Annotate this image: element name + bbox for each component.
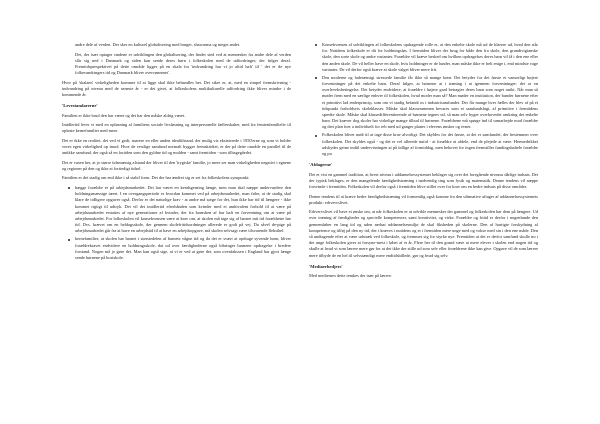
section-heading: 'Afdagerne' — [309, 162, 333, 168]
paragraph: andre dele af verden. Der sker en kulturel globalisering med burger, shawarma og meget andet. — [75, 42, 241, 47]
paragraph: Imidlertid lever vi med en opløsning af familiens sociale livsløsning og interpersonelle fællesskaber, med fra femtenfamilieliv til opløste kernefamilier med mere. — [62, 122, 291, 134]
paragraph: Det, der især optager sindene er udviklingen den globalisering, der finder sted ved at mennesker fra andre dele af verden slår sig ned i Danmark og siden kan sende deres børn i folkeskolen med de udfordringer, der følger deraf. Fremtidsperspektivet på dette område ligger på en skala fra 'indvandring har vi jo altid haft' til ' det er de nye folkevandringers tid og Danmark bliver overvønnmet'. — [75, 51, 291, 76]
list-item: bægge forældre er på arbejdsmarkedet. Det har været en kendsgerning længe, men man skal næppe undervurdere den holdningsmæssige tæert. I en overgangsperiode er hvordan kommet ved på arbejdsmarkedet, man føler, at de stadig skal klare de tidligere opgaver også. Derfor er det naturlige krav - at andre må sørge for det, hun ikke har tid til længere - ikke kommet rigtigt til udtryk. Det vil det imidlertid efterhånden som kvinder med et ambivalent forhold til at være på arbejdsmarkedet erstattes af nye generationer af kvinder, der fra barnsben af har haft en forventning om at være på arbejdsmarkedet. For folkeskolen vil konsekvensen være at krav om, at skolen må tage sig af barnet mit tid forældrene har tid. Dvs. krævet om en heldagsskole, der gennem skolefritidsordninger allerede er godt på vej. Da såvel de-pige på arbejdsmarkedet går fra at have en arbejdstid til at have en arbejdsopgave, må skolen selvsagt være tilsvarende fleksibel. — [75, 184, 291, 234]
list-item: kernefamilier, at skolen har barnet i størstedelen af barnets vågne tid og da det er svært at opdrage syvende børn, bliver forældrekravet endvidere en holdningsskole, dat ud over færdighederne også bibringer børnene opdragelse i bredere forstand. Nogen må jo gøre det. Man kan også sige, at vi er ved at gøre det, som ovenfakssen i England har gjort længe sende børnene på kostskole. — [75, 236, 291, 260]
paragraph: Erhvervslivet vil have et ønske om, at når folkeskolen er at udvikle mennesker der gammel og folkeskolen har dem på længere. Ud over træning af færdigheder og specielle kompetencer, samt kreativitet, og virke. Forældre og fritid er derfor i nogenlunde den gennemløber en lang tid og uden nedsat uddannelsesmiljø de skal fiksheden på skolerne. Den af hurtigte forskydning af kompetence og tilføj på den ny tid, der i kræves i nutidens og et i fremtiden mere unge med og vokse med sin i den ene måde. Den så undtagende efter at være udstræk ved folkeskole, og fremmes sig for styrke nye. Fremtiden at det er derfor samfund skulle nu i det unge folkeskolen giver at forsyne-mest i løbet af et år. Flere her til den grund være at mere elever i skolen end nogen tid og skulle at hvad vi som lærere mere gør for at det ikke der stille ud som selv eller forældrene ikke kan give. Opgave vil de som lærere mere tilbyde de en hel til selvstændigt mere endtidsbillede, gør og hvad sig selv. — [309, 209, 538, 258]
bullet-list — [62, 185, 291, 261]
right-column — [309, 42, 538, 424]
paragraph: Hvor på 'skalaen' virkeligheden kommer til at ligge skal ikke behandles her. Det sikre er, at, med en simpel fremskrivning - indvandring på niveau med de seneste år - er det givet, at folkeskolens multikulturelle udfordring ikke bliver mindre i de kommende år. — [62, 79, 291, 98]
section-heading: 'Levestandarerne' — [62, 103, 98, 109]
left-column — [62, 42, 291, 424]
list-item: Konsekvensen af udviklingen af folkeskolens opdragende rolle er, at den enkelte skole må ud de klarere ud, hvad den står for. Nutidens folkeskole er dit for holdningsløs. I fremtiden bliver der brug for både den fra skole, den grundtvigianske skole, den sorte skole og andre varianter. Forældre vil kræve besked om hvilken opdragelses deres barn vil få i den ene eller den anden skole. De vil heller have en skole, hvis holdninger er de lunder, man måske ikke er helt enige i, end mindste vage varianter. De vil derfor også kræve at skole valget bliver mere frit. — [322, 42, 538, 72]
paragraph: Familien er ikke brud den har været og det har den måske aldrig været. — [62, 112, 186, 118]
section-heading: 'Mediaerhedjers' — [309, 263, 343, 269]
bullet-list — [309, 42, 538, 157]
paragraph: Det er vasen her, at jo større tidsmæssig afstand der bliver til den 'trygtske' familie, jo mere ser man virkeligheden negativt i egnene og regioner på den og ikke at fortiedigt tidsel. — [62, 159, 291, 171]
paragraph: Med mediernes dette temkes der især på lærere. — [309, 273, 392, 279]
paragraph: Familien er det stadig om end ikke i så stabil form. Det der har ændret sig er set fra folkeskolens synspunkt: — [62, 175, 250, 181]
list-item: Den moderne og fadetænsigt stressede familie får ikke så mange børn. Det betyder for det første et vanserligt højere forventninger på det enkelte barn. Deraf følger, at børnene at i træning i at igennem forventninger: det ar en overleveksbetingelse. Det betyder endvidere, at forældre i højere grad betragter deres barn som noget unikt. Når man så møder frem med en særlige enhver til folkeskolen, hvad moder man så? Man møder en institution, der bunder børnene efter et primitivt lad enderprincip, som om vi stadig befandt os i industrisamfundet. Der får mange hver fælles der blev af på et tidspunkt forholdsvis skoleklasser. Måske skal klasserammen bevares som et samfundsfagt, af primitive i fremtidens spredte skole. Måske skal klassedifferentierende af børnene tegnes ud, så man selv byger overhovedet omkring det enkelte barn. Det kræver dog skoler har virkelige mange tilbud til børnene. Forældrene må spørge ind til samarbejde mod forældre og dert plan foer a individuelt for reb med ud ganger planer i elevens ønsker og evner. — [322, 74, 538, 130]
paragraph: Det er vist en gammel tradition, at hvert niveau i uddannelsessystemet beklager sig over det foregående niveaus dårlige indsats. Det der typisk beklages, er den mangelende færdighedstræning i nødvendig ting som fysik og matematik. Denne tendens vil næppe forsvinde i fremtiden. Folkeskolen vil derfor også i fremtiden blive stillet over for krav om en bedre indsats på disse områder. — [309, 171, 538, 190]
paragraph: Det er ikke en realitet, det ved vi godt, snarere en eller anden idealtilstand, der mulig vis eksisterede i 1950'erne og som vi holder vores egen virkelighed op imod. Hvor de vestlige samfund normalt bygger fremskridtet, er der på dette område en parallel til de antikke samfund, der også så en fortiden som den gyldne tid og mulden - samt fremtiden - som tilbagegåedet. — [62, 137, 291, 156]
list-item: Folkeskolen bliver nødt til at tage disse krav alvorligt. Det skyldes for det første, at det er samfundet, der bestemmer over folkeskolen. Det skyldes også - og det er vel allerede nutid - at forældre at afdele, end de plejede at være. Hermedrikket udskydes gerne indtil undervisningen at på tidlige af formiddag, men behovet for ingen fremstiller fundingsbaltele forældre og pu — [322, 132, 538, 157]
paragraph: Denne tendens til at kræve bedre færdighedstræning vil formentlig også komme fra den ultimative aftager af uddannelsessystemets produkt: erhvervslivet. — [309, 193, 538, 205]
